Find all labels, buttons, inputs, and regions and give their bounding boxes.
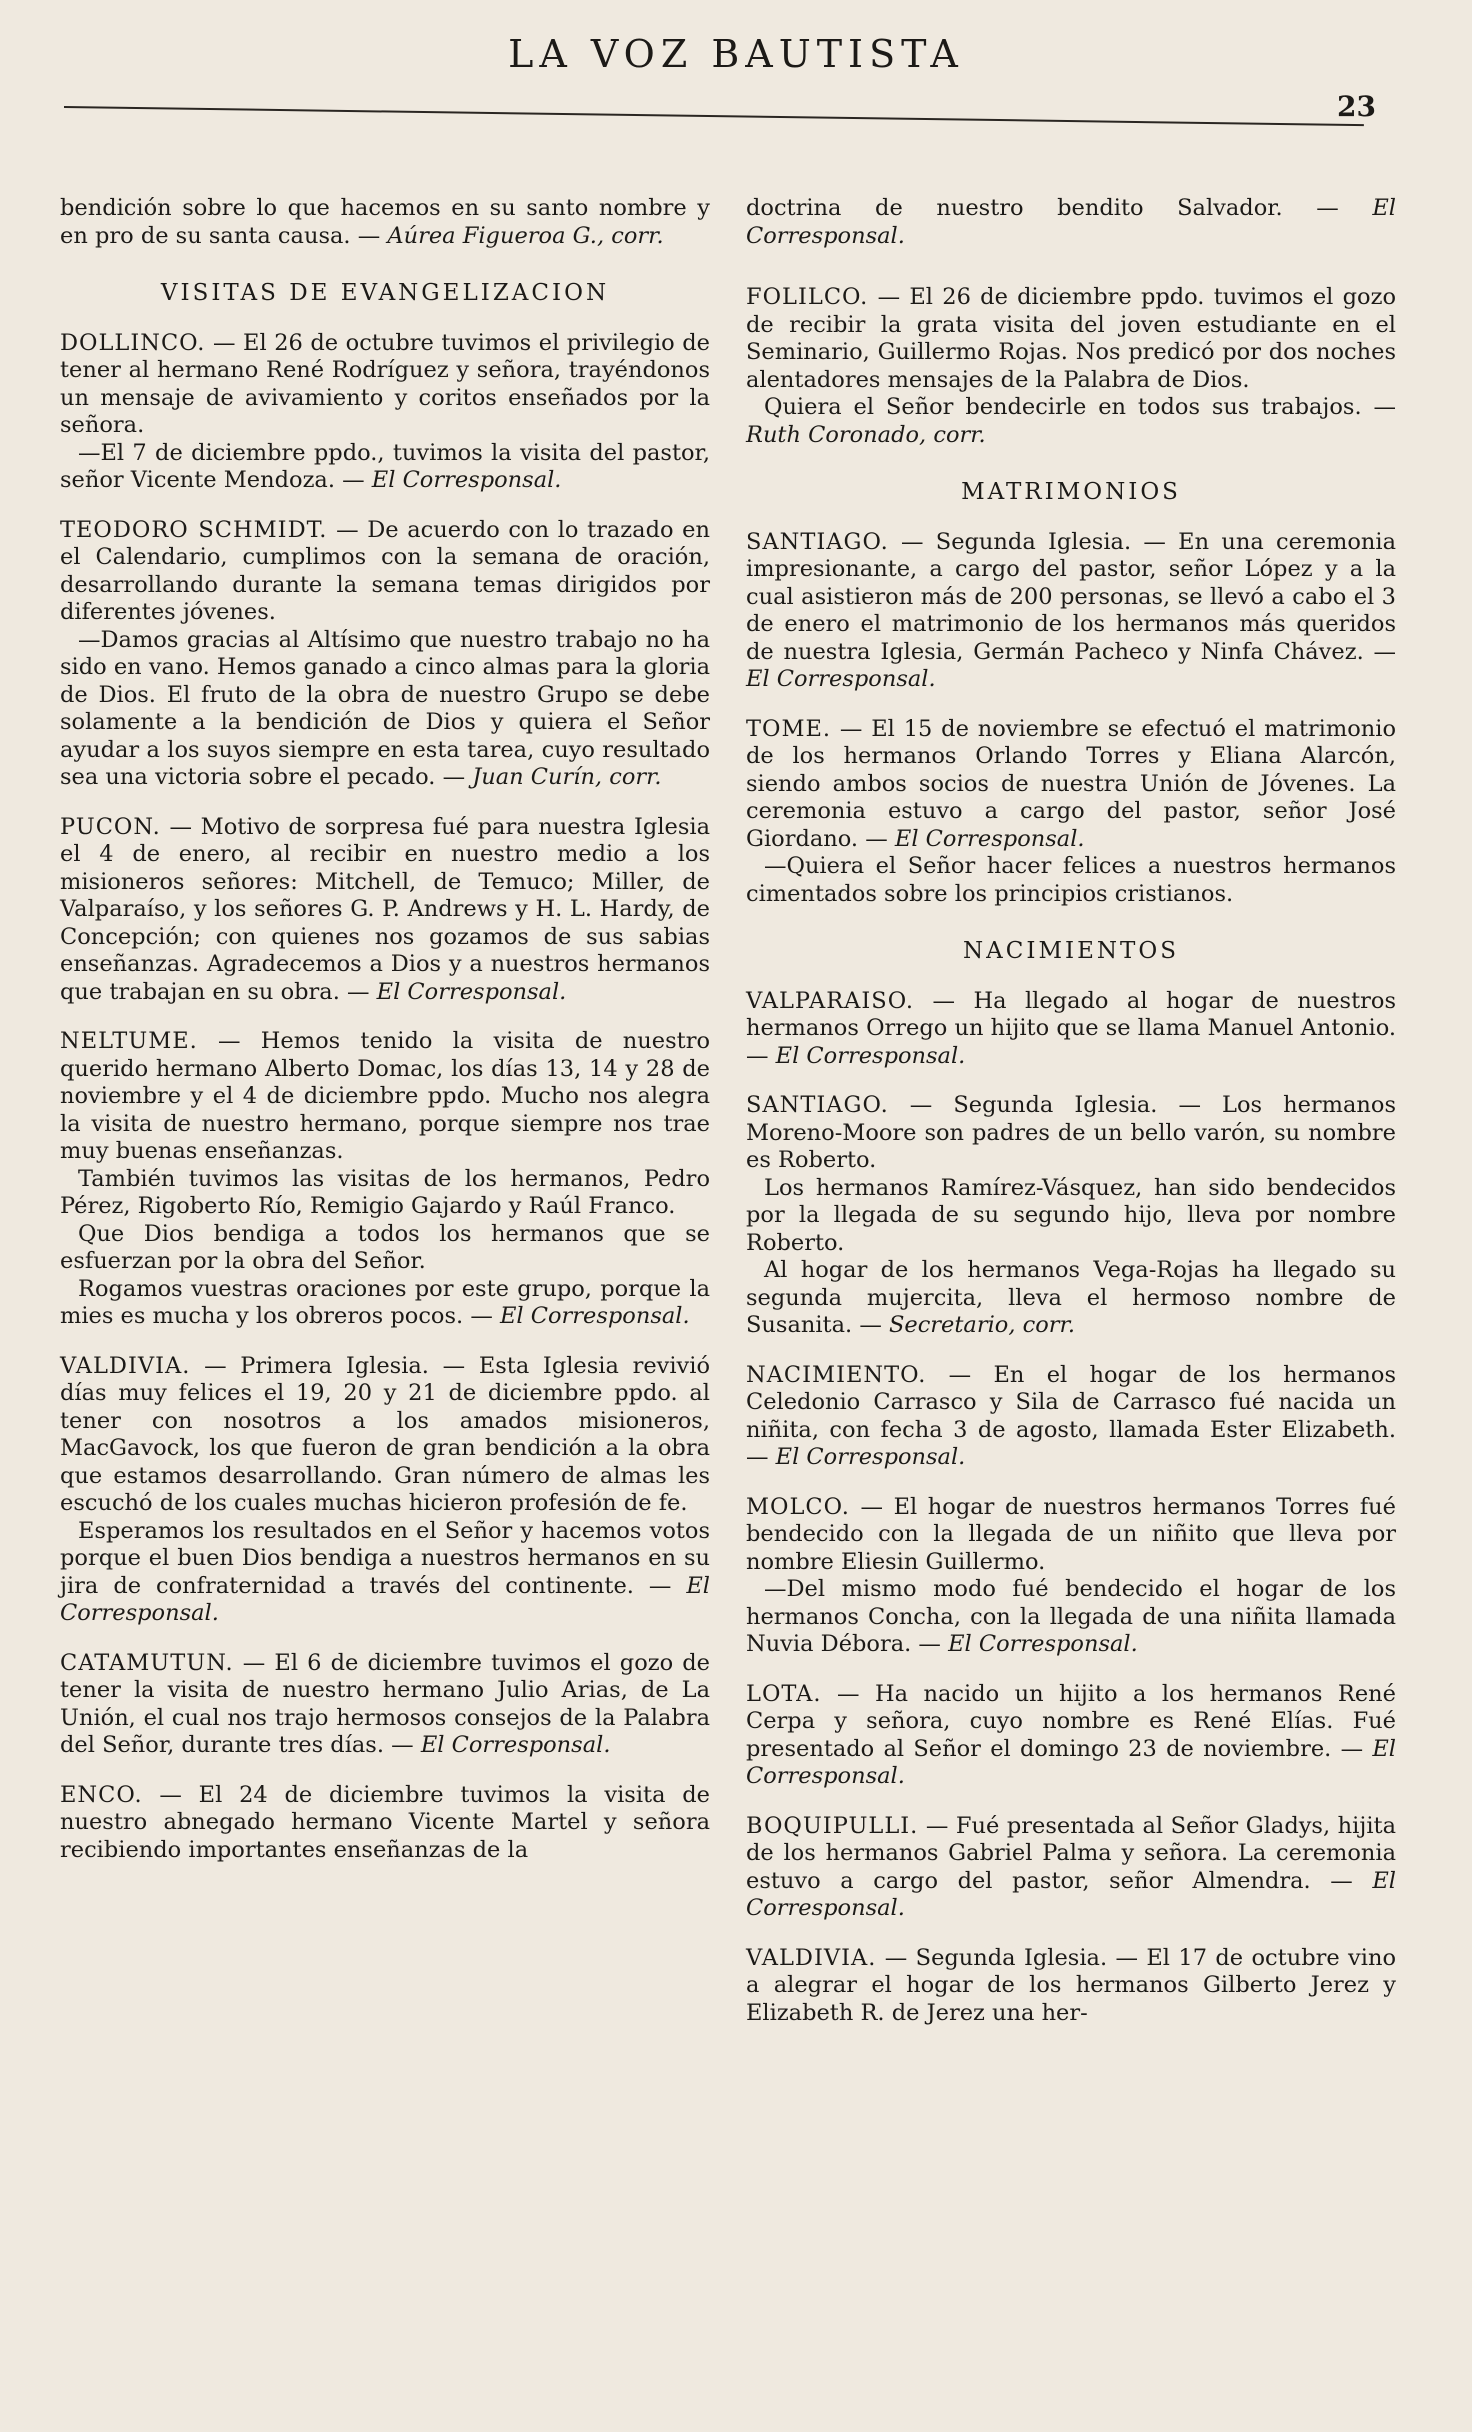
entry-teodoro-schmidt [60, 517, 710, 792]
place-name: FOLILCO. [746, 284, 869, 310]
paragraph: DOLLINCO. — El 26 de octubre tuvimos el privilegio de tener al hermano René Rodríguez y señora, trayéndonos un mensaje de avivamiento y coritos enseñados por la señora. [60, 329, 710, 438]
entry-dollinco [60, 330, 710, 495]
paragraph: NELTUME. — Hemos tenido la visita de nuestro querido hermano Alberto Domac, los días 13, 14 y 28 de noviembre y el 4 de diciembre ppdo. Mucho nos alegra la visita de nuestro hermano, porque siempre nos trae muy buenas enseñanzas. [60, 1028, 710, 1164]
signature: El Corresponsal. [746, 666, 936, 692]
paragraph: —Quiera el Señor hacer felices a nuestros hermanos cimentados sobre los principios cristianos. [746, 853, 1396, 907]
paragraph: SANTIAGO. — Segunda Iglesia. — Los hermanos Moreno-Moore son padres de un bello varón, su nombre es Roberto. [746, 1092, 1396, 1173]
paragraph: —Del mismo modo fué bendecido el hogar de los hermanos Concha, con la llegada de una niñita llamada Nuvia Débora. — El Corresponsal. [746, 1576, 1396, 1657]
paragraph: doctrina de nuestro bendito Salvador. — El Corresponsal. [746, 195, 1396, 249]
intro-continuation [60, 195, 710, 250]
place-name: ENCO. [60, 1781, 143, 1808]
entry-continuation [746, 195, 1396, 250]
section-title-matrimonios: MATRIMONIOS [961, 479, 1181, 505]
place-name: BOQUIPULLI. [746, 1812, 919, 1839]
paragraph: SANTIAGO. — Segunda Iglesia. — En una ceremonia impresionante, a cargo del pastor, señor López y a la cual asistieron más de 200 personas, se llevó a cabo el 3 de enero el matrimonio de los hermanos más queridos de nuestra Iglesia, Germán Pacheco y Ninfa Chávez. — El Corresponsal. [746, 528, 1396, 692]
entry-folilco [746, 284, 1396, 449]
entry-catamutun [60, 1650, 710, 1760]
paragraph: Los hermanos Ramírez-Vásquez, han sido bendecidos por la llegada de su segundo hijo, lleva por nombre Roberto. [746, 1174, 1396, 1256]
signature: El Corresponsal. [746, 1867, 1396, 1921]
signature: El Corresponsal. [60, 1572, 710, 1626]
paragraph: LOTA. — Ha nacido un hijito a los hermanos René Cerpa y señora, cuyo nombre es René Elías. Fué presentado al Señor el domingo 23 de noviembre. — El Corresponsal. [746, 1680, 1396, 1789]
right-column [746, 195, 1396, 2049]
place-name: VALDIVIA. [746, 1944, 877, 1971]
place-name: VALDIVIA. [60, 1352, 191, 1379]
paragraph: FOLILCO. — El 26 de diciembre ppdo. tuvimos el gozo de recibir la grata visita del joven estudiante en el Seminario, Guillermo Rojas. Nos predicó por dos noches alentadores mensajes de la Palabra de Dios. [746, 284, 1396, 393]
place-name: LOTA. [746, 1680, 822, 1707]
entry-nacimiento [746, 1362, 1396, 1472]
entry-neltume [60, 1028, 710, 1331]
signature: El Corresponsal. [775, 1444, 966, 1470]
signature: El Corresponsal. [894, 825, 1085, 852]
entry-tome [746, 716, 1396, 909]
paragraph: bendición sobre lo que hacemos en su santo nombre y en pro de su santa causa. — Aúrea Figueroa G., corr. [60, 195, 710, 249]
place-name: SANTIAGO. [746, 1092, 889, 1118]
masthead-title: LA VOZ BAUTISTA [508, 32, 964, 76]
paragraph: Al hogar de los hermanos Vega-Rojas ha llegado su segunda mujercita, lleva el hermoso nombre de Susanita. — Secretario, corr. [746, 1257, 1396, 1338]
entry-molco [746, 1494, 1396, 1659]
signature: El Corresponsal. [948, 1631, 1138, 1657]
signature: El Corresponsal. [775, 1042, 966, 1069]
place-name: NELTUME. [60, 1028, 198, 1054]
place-name: DOLLINCO. [60, 329, 206, 356]
place-name: VALPARAISO. [746, 987, 915, 1014]
entry-enco [60, 1782, 710, 1865]
paragraph: VALDIVIA. — Primera Iglesia. — Esta Iglesia revivió días muy felices el 19, 20 y 21 de diciembre ppdo. al tener con nosotros a los amados misioneros, MacGavock, los que fueron de gran bendición a la obra que estamos desarrollando. Gran número de almas les escuchó de los cuales muchas hicieron profesión de fe. [60, 1352, 710, 1516]
page-header [0, 0, 1472, 130]
paragraph: Rogamos vuestras oraciones por este grupo, porque la mies es mucha y los obreros pocos. — El Corresponsal. [60, 1275, 710, 1329]
entry-valdivia-segunda [746, 1945, 1396, 2028]
entry-valdivia-primera [60, 1353, 710, 1628]
signature: Ruth Coronado, corr. [746, 421, 986, 448]
place-name: TOME. [746, 715, 832, 742]
paragraph: VALDIVIA. — Segunda Iglesia. — El 17 de octubre vino a alegrar el hogar de los hermanos Gilberto Jerez y Elizabeth R. de Jerez una her- [746, 1944, 1396, 2026]
signature: El Corresponsal. [746, 195, 1396, 249]
paragraph: BOQUIPULLI. — Fué presentada al Señor Gladys, hijita de los hermanos Gabriel Palma y señora. La ceremonia estuvo a cargo del pastor, señor Almendra. — El Corresponsal. [746, 1812, 1396, 1921]
paragraph: VALPARAISO. — Ha llegado al hogar de nuestros hermanos Orrego un hijito que se llama Manuel Antonio. — El Corresponsal. [746, 987, 1396, 1069]
header-rule [64, 106, 1364, 126]
paragraph: ENCO. — El 24 de diciembre tuvimos la visita de nuestro abnegado hermano Vicente Martel y señora recibiendo importantes enseñanzas de la [60, 1781, 710, 1863]
signature: El Corresponsal. [376, 978, 567, 1005]
entry-pucon [60, 814, 710, 1007]
paragraph: Quiera el Señor bendecirle en todos sus trabajos. — Ruth Coronado, corr. [746, 394, 1396, 448]
entry-boquipulli [746, 1813, 1396, 1923]
signature: El Corresponsal. [371, 467, 562, 493]
signature: Aúrea Figueroa G., corr. [387, 222, 664, 249]
place-name: TEODORO SCHMIDT. [60, 516, 328, 543]
paragraph: También tuvimos las visitas de los hermanos, Pedro Pérez, Rigoberto Río, Remigio Gajardo y Raúl Franco. [60, 1165, 710, 1219]
place-name: PUCON. [60, 813, 161, 840]
paragraph: TEODORO SCHMIDT. — De acuerdo con lo trazado en el Calendario, cumplimos con la semana de oración, desarrollando durante la semana temas dirigidos por diferentes jóvenes. [60, 516, 710, 625]
paragraph: PUCON. — Motivo de sorpresa fué para nuestra Iglesia el 4 de enero, al recibir en nuestro medio a los misioneros señores: Mitchell, de Temuco; Miller, de Valparaíso, y los señores G. P. Andrews y H. L. Hardy, de Concepción; con quienes nos gozamos de sus sabias enseñanzas. Agradecemos a Dios y a nuestros hermanos que trabajan en su obra. — El Corresponsal. [60, 813, 710, 1005]
signature: Secretario, corr. [888, 1312, 1075, 1338]
place-name: NACIMIENTO. [746, 1361, 927, 1388]
entry-santiago-matrimonio [746, 529, 1396, 694]
place-name: SANTIAGO. [746, 528, 889, 555]
paragraph: —Damos gracias al Altísimo que nuestro trabajo no ha sido en vano. Hemos ganado a cinco almas para la gloria de Dios. El fruto de la obra de nuestro Grupo se debe solamente a la bendición de Dios y quiera el Señor ayudar a los suyos siempre en esta tarea, cuyo resultado sea una victoria sobre el pecado. — Juan Curín, corr. [60, 626, 710, 790]
entry-lota [746, 1681, 1396, 1791]
paragraph: Esperamos los resultados en el Señor y hacemos votos porque el buen Dios bendiga a nuestros hermanos en su jira de confraternidad a través del continente. — El Corresponsal. [60, 1517, 710, 1626]
paragraph: MOLCO. — El hogar de nuestros hermanos Torres fué bendecido con la llegada de un niñito que lleva por nombre Eliesin Guillermo. [746, 1493, 1396, 1575]
signature: El Corresponsal. [420, 1732, 611, 1758]
signature: El Corresponsal. [499, 1303, 690, 1329]
paragraph: —El 7 de diciembre ppdo., tuvimos la visita del pastor, señor Vicente Mendoza. — El Corresponsal. [60, 439, 710, 493]
entry-valparaiso [746, 988, 1396, 1071]
entry-santiago-nacimiento [746, 1092, 1396, 1340]
page-number: 23 [1337, 90, 1376, 123]
paragraph: CATAMUTUN. — El 6 de diciembre tuvimos el gozo de tener la visita de nuestro hermano Julio Arias, de La Unión, el cual nos trajo hermosos consejos de la Palabra del Señor, durante tres días. — El Corresponsal. [60, 1649, 710, 1758]
place-name: CATAMUTUN. [60, 1649, 234, 1676]
section-title-visitas: VISITAS DE EVANGELIZACION [160, 280, 610, 306]
section-title-nacimientos: NACIMIENTOS [963, 938, 1179, 964]
place-name: MOLCO. [746, 1493, 850, 1520]
signature: El Corresponsal. [746, 1735, 1396, 1789]
signature: Juan Curín, corr. [472, 764, 662, 790]
paragraph: NACIMIENTO. — En el hogar de los hermanos Celedonio Carrasco y Sila de Carrasco fué nacida un niñita, con fecha 3 de agosto, llamada Ester Elizabeth. — El Corresponsal. [746, 1361, 1396, 1470]
paragraph: Que Dios bendiga a todos los hermanos que se esfuerzan por la obra del Señor. [60, 1220, 710, 1274]
left-column [60, 195, 710, 1886]
paragraph: TOME. — El 15 de noviembre se efectuó el matrimonio de los hermanos Orlando Torres y Eliana Alarcón, siendo ambos socios de nuestra Unión de Jóvenes. La ceremonia estuvo a cargo del pastor, señor José Giordano. — El Corresponsal. [746, 715, 1396, 852]
